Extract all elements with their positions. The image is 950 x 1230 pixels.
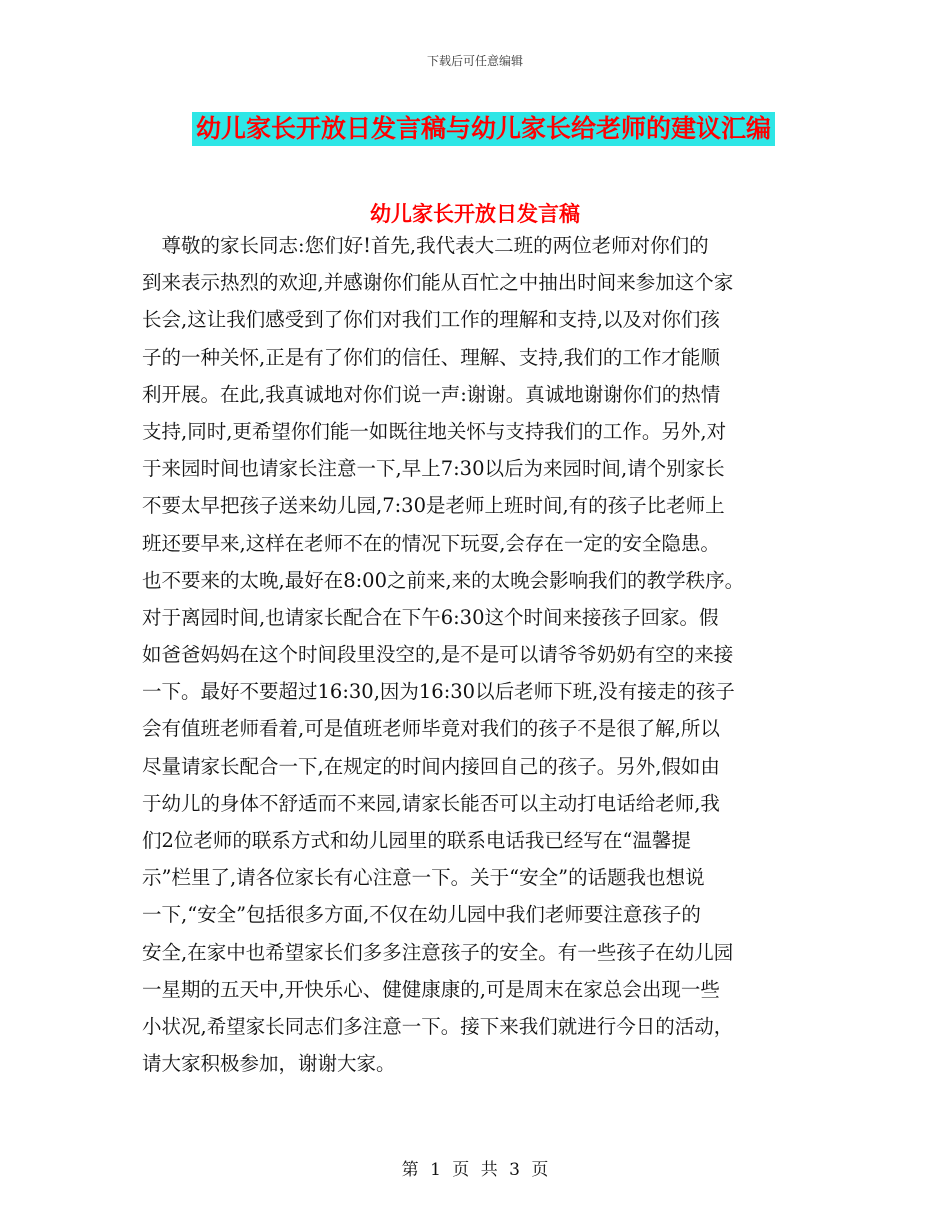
document-title: 幼儿家长开放日发言稿与幼儿家长给老师的建议汇编 bbox=[192, 112, 775, 146]
body-line: 不要太早把孩子送来幼儿园,7:30是老师上班时间,有的孩子比老师上 bbox=[142, 494, 725, 518]
page-footer: 第 1 页 共 3 页 bbox=[401, 1160, 549, 1180]
body-line: 支持,同时,更希望你们能一如既往地关怀与支持我们的工作。另外,对 bbox=[142, 419, 727, 443]
section-title: 幼儿家长开放日发言稿 bbox=[370, 201, 580, 226]
body-line: 请大家积极参加，谢谢大家。 bbox=[142, 1052, 396, 1076]
body-line: 一下。最好不要超过16:30,因为16:30以后老师下班,没有接走的孩子 bbox=[142, 680, 735, 704]
body-line: 尊敬的家长同志:您们好!首先,我代表大二班的两位老师对你们的 bbox=[142, 234, 709, 257]
body-line: 一下,“安全”包括很多方面,不仅在幼儿园中我们老师要注意孩子的 bbox=[142, 903, 701, 927]
body-line: 于来园时间也请家长注意一下,早上7:30以后为来园时间,请个别家长 bbox=[142, 457, 725, 481]
body-line: 会有值班老师看着,可是值班老师毕竟对我们的孩子不是很了解,所以 bbox=[142, 717, 720, 741]
body-line: 们2位老师的联系方式和幼儿园里的联系电话我已经写在“温馨提 bbox=[142, 829, 691, 852]
body-line: 长会,这让我们感受到了你们对我们工作的理解和支持,以及对你们孩 bbox=[142, 308, 720, 332]
body-line: 一星期的五天中,开快乐心、健健康康的,可是周末在家总会出现一些 bbox=[142, 977, 720, 1001]
body-line: 小状况,希望家长同志们多注意一下。接下来我们就进行今日的活动， bbox=[142, 1014, 734, 1038]
body-line: 示”栏里了,请各位家长有心注意一下。关于“安全”的话题我也想说 bbox=[142, 866, 705, 890]
body-line: 安全,在家中也希望家长们多多注意孩子的安全。有一些孩子在幼儿园 bbox=[142, 940, 734, 964]
body-line: 到来表示热烈的欢迎,并感谢你们能从百忙之中抽出时间来参加这个家 bbox=[142, 271, 734, 295]
body-line: 于幼儿的身体不舒适而不来园,请家长能否可以主动打电话给老师,我 bbox=[142, 791, 720, 815]
body-line: 对于离园时间,也请家长配合在下午6:30这个时间来接孩子回家。假 bbox=[142, 605, 719, 629]
body-line: 也不要来的太晚,最好在8:00之前来,来的太晚会影响我们的教学秩序。 bbox=[142, 568, 745, 592]
body-text bbox=[142, 227, 822, 1082]
body-line: 利开展。在此,我真诚地对你们说一声:谢谢。真诚地谢谢你们的热情 bbox=[142, 382, 721, 406]
body-line: 子的一种关怀,正是有了你们的信任、理解、支持,我们的工作才能顺 bbox=[142, 345, 720, 369]
body-line: 尽量请家长配合一下,在规定的时间内接回自己的孩子。另外,假如由 bbox=[142, 754, 720, 778]
header-note: 下载后可任意编辑 bbox=[426, 54, 523, 68]
body-line: 如爸爸妈妈在这个时间段里没空的,是不是可以请爷爷奶奶有空的来接 bbox=[142, 643, 734, 667]
body-line: 班还要早来,这样在老师不在的情况下玩耍,会存在一定的安全隐患。 bbox=[142, 531, 720, 555]
